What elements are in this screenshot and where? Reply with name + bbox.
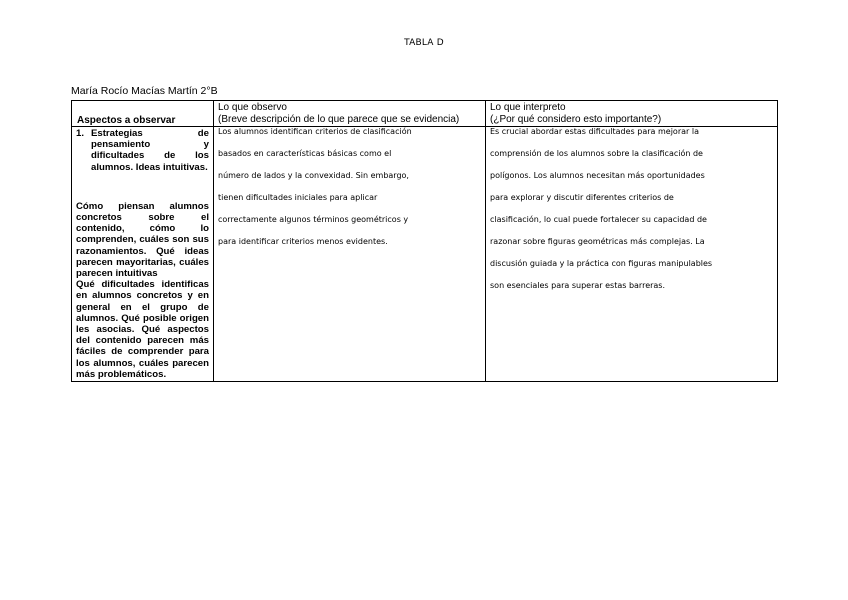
header-observo-subtitle: (Breve descripción de lo que parece que se evidencia) [218, 114, 460, 125]
observo-line: número de lados y la convexidad. Sin embargo, [218, 171, 409, 180]
interpreto-line: clasificación, lo cual puede fortalecer su capacidad de [490, 215, 707, 224]
table-row [72, 127, 778, 382]
interpreto-cell [486, 127, 778, 382]
observo-line: Los alumnos identifican criterios de clasificación [218, 127, 412, 136]
observo-line: basados en características básicas como el [218, 149, 392, 158]
interpreto-line: comprensión de los alumnos sobre la clasificación de [490, 149, 703, 158]
author-line: María Rocío Macías Martín 2°B [71, 85, 218, 97]
interpreto-line: discusión guiada y la práctica con figuras manipulables [490, 259, 713, 268]
header-observo-title: Lo que observo [218, 102, 287, 113]
aspect-question-difficulties: Qué dificultades identificas en alumnos concretos y en general en el grupo de alumnos. Qué posible origen les asocias. Qué aspectos del contenido parecen más fáciles de comprender para los alumnos, cuáles parecen más problemáticos. [76, 279, 209, 380]
interpreto-line: son esenciales para superar estas barreras. [490, 281, 666, 290]
observation-table [71, 100, 778, 382]
observo-line: correctamente algunos términos geométricos y [218, 215, 409, 224]
observo-text [214, 121, 485, 253]
aspect-number: 1. [76, 128, 85, 139]
header-aspects-label: Aspectos a observar [77, 115, 176, 126]
aspect-question-thinking: Cómo piensan alumnos concretos sobre el contenido, cómo lo comprenden, cuáles son sus razonamientos. Qué ideas parecen mayoritarias, cuáles parecen intuitivas [76, 200, 209, 280]
interpreto-line: para explorar y discutir diferentes criterios de [490, 193, 674, 202]
interpreto-line: polígonos. Los alumnos necesitan más oportunidades [490, 171, 705, 180]
header-interpreto-subtitle: (¿Por qué considero esto importante?) [490, 114, 662, 125]
observo-cell [214, 127, 486, 382]
observo-line: tienen dificultades iniciales para aplicar [218, 193, 378, 202]
document-title: TABLA D [404, 38, 444, 48]
observo-line: para identificar criterios menos evidentes. [218, 237, 388, 246]
interpreto-line: Es crucial abordar estas dificultades para mejorar la [490, 127, 699, 136]
aspect-heading: Estrategias de pensamiento y dificultades de los alumnos. Ideas intuitivas. [91, 128, 209, 173]
interpreto-line: razonar sobre figuras geométricas más complejas. La [490, 237, 705, 246]
aspect-cell [72, 127, 214, 382]
header-cell-aspects [72, 101, 214, 127]
header-interpreto-title: Lo que interpreto [490, 102, 566, 113]
interpreto-text [486, 121, 777, 297]
